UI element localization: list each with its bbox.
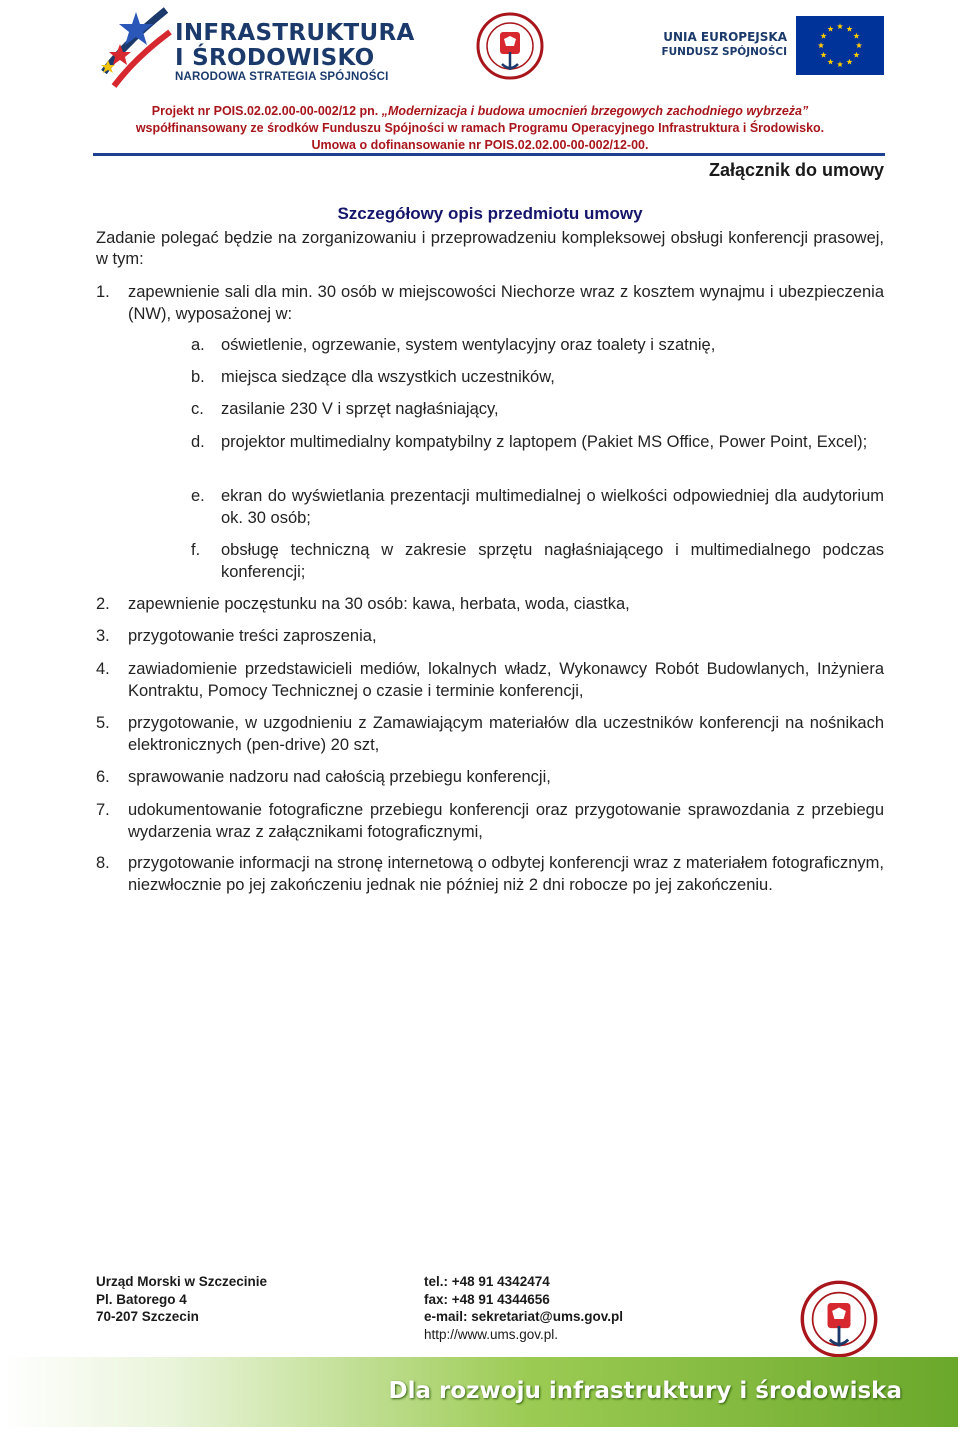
list-item (96, 800, 884, 843)
project-line-2: współfinansowany ze środków Funduszu Spójności w ramach Programu Operacyjnego Infrastruktura i Środowisko. (135, 121, 825, 135)
logo-subtitle: NARODOWA STRATEGIA SPÓJNOŚCI (175, 71, 389, 83)
list-item-text: sprawowanie nadzoru nad całością przebiegu konferencji, (128, 768, 551, 786)
sub-list-letter: a. (191, 336, 205, 354)
footer-city: 70-207 Szczecin (96, 1309, 199, 1324)
eu-label-line2: FUNDUSZ SPÓJNOŚCI (661, 46, 787, 58)
sub-list-letter: b. (191, 368, 205, 386)
list-item-text: przygotowanie informacji na stronę internetową o odbytej konferencji wraz z materiałem fotograficznym, niezwłocznie po jej zakończeniu jednak nie później niż 2 dni robocze po jej zakończeniu. (128, 854, 884, 894)
project-line-3: Umowa o dofinansowanie nr POIS.02.02.00-00-002/12-00. (311, 138, 649, 152)
footer-contact (424, 1273, 623, 1343)
list-item-text: udokumentowanie fotograficzne przebiegu konferencji oraz przygotowanie sprawozdania z przebiegu wydarzenia wraz z załącznikami fotograficznymi, (128, 801, 884, 841)
sub-list-item (191, 486, 884, 529)
footer-fax: fax: +48 91 4344656 (424, 1291, 550, 1307)
maritime-office-seal-footer (800, 1280, 878, 1358)
anchor-eagle-seal-icon (476, 12, 544, 80)
sub-list-letter: c. (191, 400, 204, 418)
list-item-text: przygotowanie, w uzgodnieniu z Zamawiającym materiałów dla uczestników konferencji na nośnikach elektronicznych (pen-drive) 20 szt, (128, 714, 884, 754)
list-item-number: 1. (96, 283, 110, 301)
sub-list-item (191, 367, 884, 389)
list-item-number: 6. (96, 768, 110, 786)
list-item-text: zapewnienie poczęstunku na 30 osób: kawa, herbata, woda, ciastka, (128, 595, 630, 613)
list-item-number: 3. (96, 627, 110, 645)
logo-title-line2: I ŚRODOWISKO (175, 45, 375, 71)
anchor-eagle-seal-icon (800, 1280, 878, 1358)
sub-list-text: ekran do wyświetlania prezentacji multimedialnej o wielkości odpowiedniej dla audytorium ok. 30 osób; (221, 487, 884, 527)
footer-org-name: Urząd Morski w Szczecinie (96, 1274, 268, 1289)
eu-label-line1: UNIA EUROPEJSKA (663, 30, 787, 44)
list-item (96, 282, 884, 325)
footer-address (96, 1273, 267, 1326)
list-item (96, 767, 884, 789)
eu-flag (796, 16, 884, 75)
list-item-number: 5. (96, 714, 110, 732)
sub-list-text: zasilanie 230 V i sprzęt nagłaśniający, (221, 400, 499, 418)
attachment-label: Załącznik do umowy (708, 160, 884, 180)
list-item-text: zapewnienie sali dla min. 30 osób w miejscowości Niechorze wraz z kosztem wynajmu i ubezpieczenia (NW), wyposażonej w: (128, 283, 884, 323)
sub-list-item (191, 335, 884, 357)
list-item (96, 659, 884, 702)
eu-flag-icon (796, 16, 884, 75)
footer-phone: tel.: +48 91 4342474 (424, 1274, 550, 1289)
project-title: „Modernizacja i budowa umocnień brzegowych zachodniego wybrzeża” (381, 104, 809, 118)
list-item (96, 853, 884, 896)
project-number: Projekt nr POIS.02.02.00-00-002/12 pn. (151, 104, 382, 118)
infrastruktura-logo (96, 2, 415, 92)
sub-list-text: obsługę techniczną w zakresie sprzętu nagłaśniającego i multimedialnego podczas konferencji; (221, 541, 884, 581)
list-item-number: 7. (96, 801, 110, 819)
list-item-text: przygotowanie treści zaproszenia, (128, 627, 377, 645)
intro-paragraph: Zadanie polegać będzie na zorganizowaniu i przeprowadzeniu kompleksowej obsługi konferencji prasowej, w tym: (96, 229, 884, 268)
footer-banner (2, 1357, 958, 1427)
list-item-number: 8. (96, 854, 110, 872)
header-divider (93, 153, 885, 156)
sub-list-item (191, 432, 884, 454)
sub-list-letter: f. (191, 541, 201, 559)
footer-email: e-mail: sekretariat@ums.gov.pl (424, 1309, 623, 1324)
document-title: Szczegółowy opis przedmiotu umowy (337, 204, 643, 223)
list-item (96, 594, 884, 616)
sub-list-text: miejsca siedzące dla wszystkich uczestników, (221, 368, 555, 386)
project-line-1 (0, 103, 960, 120)
eu-label (661, 30, 787, 58)
list-item-number: 2. (96, 595, 110, 613)
list-item (96, 713, 884, 756)
sub-list-item (191, 540, 884, 583)
sub-list-text: oświetlenie, ogrzewanie, system wentylacyjny oraz toalety i szatnię, (221, 336, 716, 354)
star-swoosh-icon (96, 2, 174, 92)
sub-list-item (191, 399, 884, 421)
list-item (96, 626, 884, 648)
sub-list-letter: e. (191, 487, 205, 505)
list-item-text: zawiadomienie przedstawicieli mediów, lokalnych władz, Wykonawcy Robót Budowlanych, Inżyniera Kontraktu, Pomocy Technicznej o czasie i terminie konferencji, (128, 660, 884, 700)
list-item-number: 4. (96, 660, 110, 678)
logo-title-line1: INFRASTRUKTURA (175, 20, 415, 46)
sub-list-text: projektor multimedialny kompatybilny z laptopem (Pakiet MS Office, Power Point, Excel); (221, 433, 868, 451)
banner-slogan: Dla rozwoju infrastruktury i środowiska (388, 1378, 902, 1404)
maritime-office-seal (476, 12, 544, 80)
sub-list-letter: d. (191, 433, 205, 451)
footer-street: Pl. Batorego 4 (96, 1291, 187, 1307)
footer-website: http://www.ums.gov.pl. (424, 1326, 559, 1342)
